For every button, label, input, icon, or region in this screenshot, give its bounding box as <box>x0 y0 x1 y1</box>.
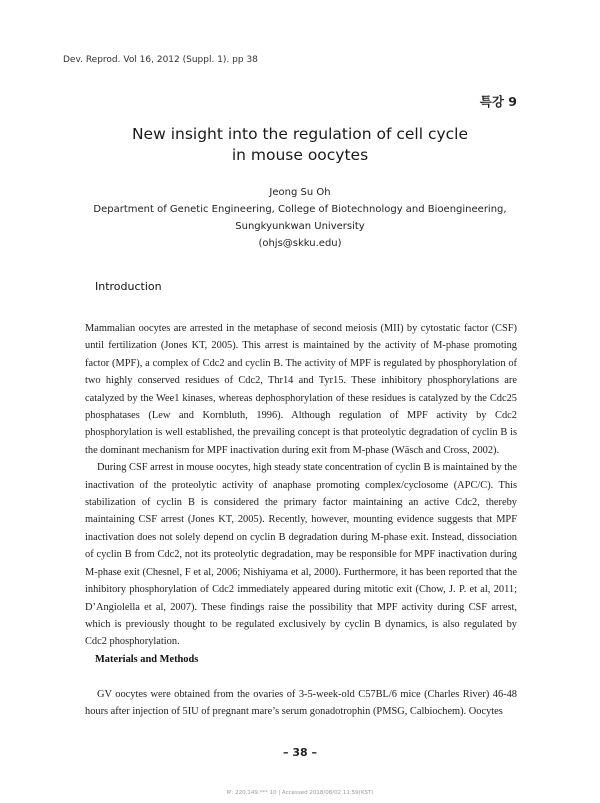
affiliation-line-2: Sungkyunkwan University <box>235 221 365 232</box>
introduction-paragraph-1: Mammalian oocytes are arrested in the metaphase of second meiosis (MII) by cytostatic factor (CSF) until fertilization (Jones KT, 2005). This arrest is maintained by the activity of M-phase promoting factor (MPF), a complex of Cdc2 and cyclin B. The activity of MPF is regulated by phosphorylation of two highly conserved residues of Cdc2, Thr14 and Tyr15. These inhibitory phosphorylations are catalyzed by the Wee1 kinases, whereas dephosphorylation of these residues is catalyzed by the Cdc25 phosphatases (Lew and Kornbluth, 1996). Although regulation of MPF activity by Cdc2 phosphorylation is well established, the prevailing concept is that proteolytic degradation of cyclin B is the dominant mechanism for MPF inactivation during exit from M-phase (Wäsch and Cross, 2002). <box>85 323 517 456</box>
author-name: Jeong Su Oh <box>269 187 331 198</box>
title-line-1: New insight into the regulation of cell cycle <box>131 125 469 143</box>
methods-paragraph-1: GV oocytes were obtained from the ovaries of 3-5-week-old C57BL/6 mice (Charles River) 46-48 hours after injection of 5IU of pregnant mare’s serum gonadotrophin (PMSG, Calbiochem). Oocytes <box>85 689 517 718</box>
page-number: – 38 – <box>283 746 317 759</box>
author-email: (ohjs@skku.edu) <box>258 238 342 249</box>
introduction-body <box>85 320 517 651</box>
author-block <box>0 184 600 252</box>
introduction-paragraph-2: During CSF arrest in mouse oocytes, high steady state concentration of cyclin B is maintained by the inactivation of the proteolytic activity of anaphase promoting complex/cyclosome (APC/C). This stabilization of cyclin B is considered the primary factor maintaining an active Cdc2, thereby maintaining CSF arrest (Jones KT, 2005). Recently, however, mounting evidence suggests that MPF inactivation does not solely depend on cyclin B degradation during M-phase exit. Instead, dissociation of cyclin B from Cdc2, not its proteolytic degradation, may be responsible for MPF inactivation during M-phase exit (Chesnel, F et al, 2006; Nishiyama et al, 2000). Furthermore, it has been reported that the inhibitory phosphorylation of Cdc2 immediately appeared during mitotic exit (Chow, J. P. et al, 2011; D’Angiolella et al, 2007). These findings raise the possibility that MPF activity during CSF arrest, which is previously thought to be regulated exclusively by cyclin B dynamics, is also regulated by Cdc2 phosphorylation. <box>85 462 517 648</box>
introduction-heading: Introduction <box>95 280 162 293</box>
lecture-label: 특강 9 <box>479 94 517 109</box>
title-line-2: in mouse oocytes <box>231 146 369 164</box>
methods-body <box>85 686 517 721</box>
paper-title <box>0 124 600 166</box>
access-watermark: IP: 220.149.*** 10 | Accessed 2018/08/02 11:59(KST) <box>226 790 374 796</box>
affiliation-line-1: Department of Genetic Engineering, College of Biotechnology and Bioengineering, <box>93 204 507 215</box>
running-header: Dev. Reprod. Vol 16, 2012 (Suppl. 1). pp 38 <box>63 55 258 65</box>
methods-heading: Materials and Methods <box>95 654 199 665</box>
